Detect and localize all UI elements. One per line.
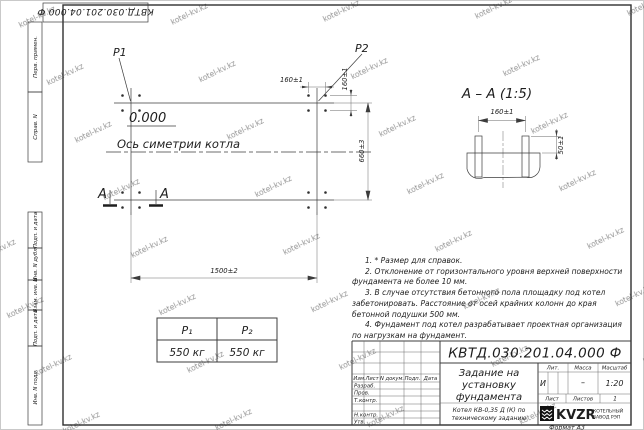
company-sub-1: КОТЕЛЬНЫЙ — [593, 409, 624, 415]
note-1: 1. * Размер для справок. — [365, 256, 463, 265]
row-utv: Утв. — [354, 419, 366, 426]
doc-title-2: установку — [462, 380, 516, 391]
scale-header: Масштаб — [601, 365, 628, 372]
margin-label-podp-data-1: Подп. и дата — [33, 211, 39, 249]
mass-header: Масса — [574, 365, 592, 372]
col-podp: Подп. — [404, 376, 421, 382]
technical-notes — [352, 256, 629, 342]
note-3: 3. В случае отсутствия бетонного пола площадку под котел забетонировать. Расстояние от осей крайних колонн до края бетонной подушки 500 мм. — [352, 288, 606, 319]
row-tkontr: Т.контр. — [354, 398, 378, 404]
symmetry-axis-label: Ось симетрии котла — [117, 137, 241, 151]
svg-text:660±3: 660±3 — [358, 139, 366, 163]
margin-label-podp-data-2: Подп. и дата — [33, 309, 39, 347]
load-p1-label: P1 — [113, 46, 127, 59]
section-title: А – А (1:5) — [461, 86, 533, 102]
company-sub-2: ЗАВОД РЭП — [593, 415, 621, 421]
margin-label-perv-primen: Перв. примен. — [33, 36, 39, 78]
doc-title-1: Задание на — [458, 368, 520, 379]
svg-text:160±1: 160±1 — [280, 76, 303, 84]
margin-label-sprav-n: Справ. N — [33, 114, 39, 140]
svg-text:1500±2: 1500±2 — [210, 267, 238, 275]
elevation-mark: 0.000 — [129, 111, 167, 126]
svg-text:50±1: 50±1 — [557, 135, 565, 155]
svg-text:160±1: 160±1 — [490, 108, 514, 116]
row-razrab: Разраб. — [354, 383, 376, 390]
col-ndoc: N докум. — [379, 376, 405, 382]
load-table-value-p1: 550 кг — [169, 347, 205, 359]
load-table-header-p2: P₂ — [241, 324, 253, 337]
mass-value: – — [581, 378, 585, 387]
sheet-label: Лист — [545, 396, 559, 403]
row-nkontr: Н.контр. — [354, 412, 379, 419]
company-name: KVZR — [556, 408, 596, 423]
margin-label-inv-n-podl: Инв. N подл. — [33, 369, 39, 405]
product-name-2: техническому заданию — [451, 415, 527, 422]
top-stamp-designation: КВТД.030.201.04.000 Ф — [37, 6, 154, 16]
load-table-value-p2: 550 кг — [229, 347, 265, 359]
svg-text:А: А — [160, 187, 169, 202]
product-name-1: Котел КВ-0,35 Д (К) по — [452, 407, 526, 414]
load-p2-label: P2 — [355, 42, 369, 55]
load-table-header-p1: P₁ — [181, 324, 193, 337]
lit-value: И — [540, 379, 546, 388]
col-izm: Изм.Лист — [353, 376, 379, 382]
doc-title-3: фундамента — [455, 392, 523, 403]
sheets-label: Листов — [572, 396, 594, 403]
scale-value: 1:20 — [605, 379, 624, 388]
svg-text:160±1: 160±1 — [341, 67, 349, 91]
margin-label-vzam-inv-n: Взам. инв. N — [33, 277, 39, 313]
col-data: Дата — [423, 376, 438, 382]
margin-label-inv-n-dubl: Инв. N дубл. — [33, 246, 39, 282]
designation: КВТД.030.201.04.000 Ф — [448, 345, 622, 362]
sheets-value: 1 — [613, 395, 617, 403]
row-prov: Пров. — [354, 390, 370, 397]
lit-header: Лит. — [546, 365, 560, 372]
svg-text:А: А — [98, 187, 107, 202]
note-2: 2. Отклонение от горизонтального уровня верхней поверхности фундамента не более 10 мм. — [352, 266, 623, 287]
note-4: 4. Фундамент под котел разрабатывает проектная организация по нагрузкам на фундамент. — [352, 320, 622, 340]
format-label: Формат А3 — [549, 424, 585, 430]
